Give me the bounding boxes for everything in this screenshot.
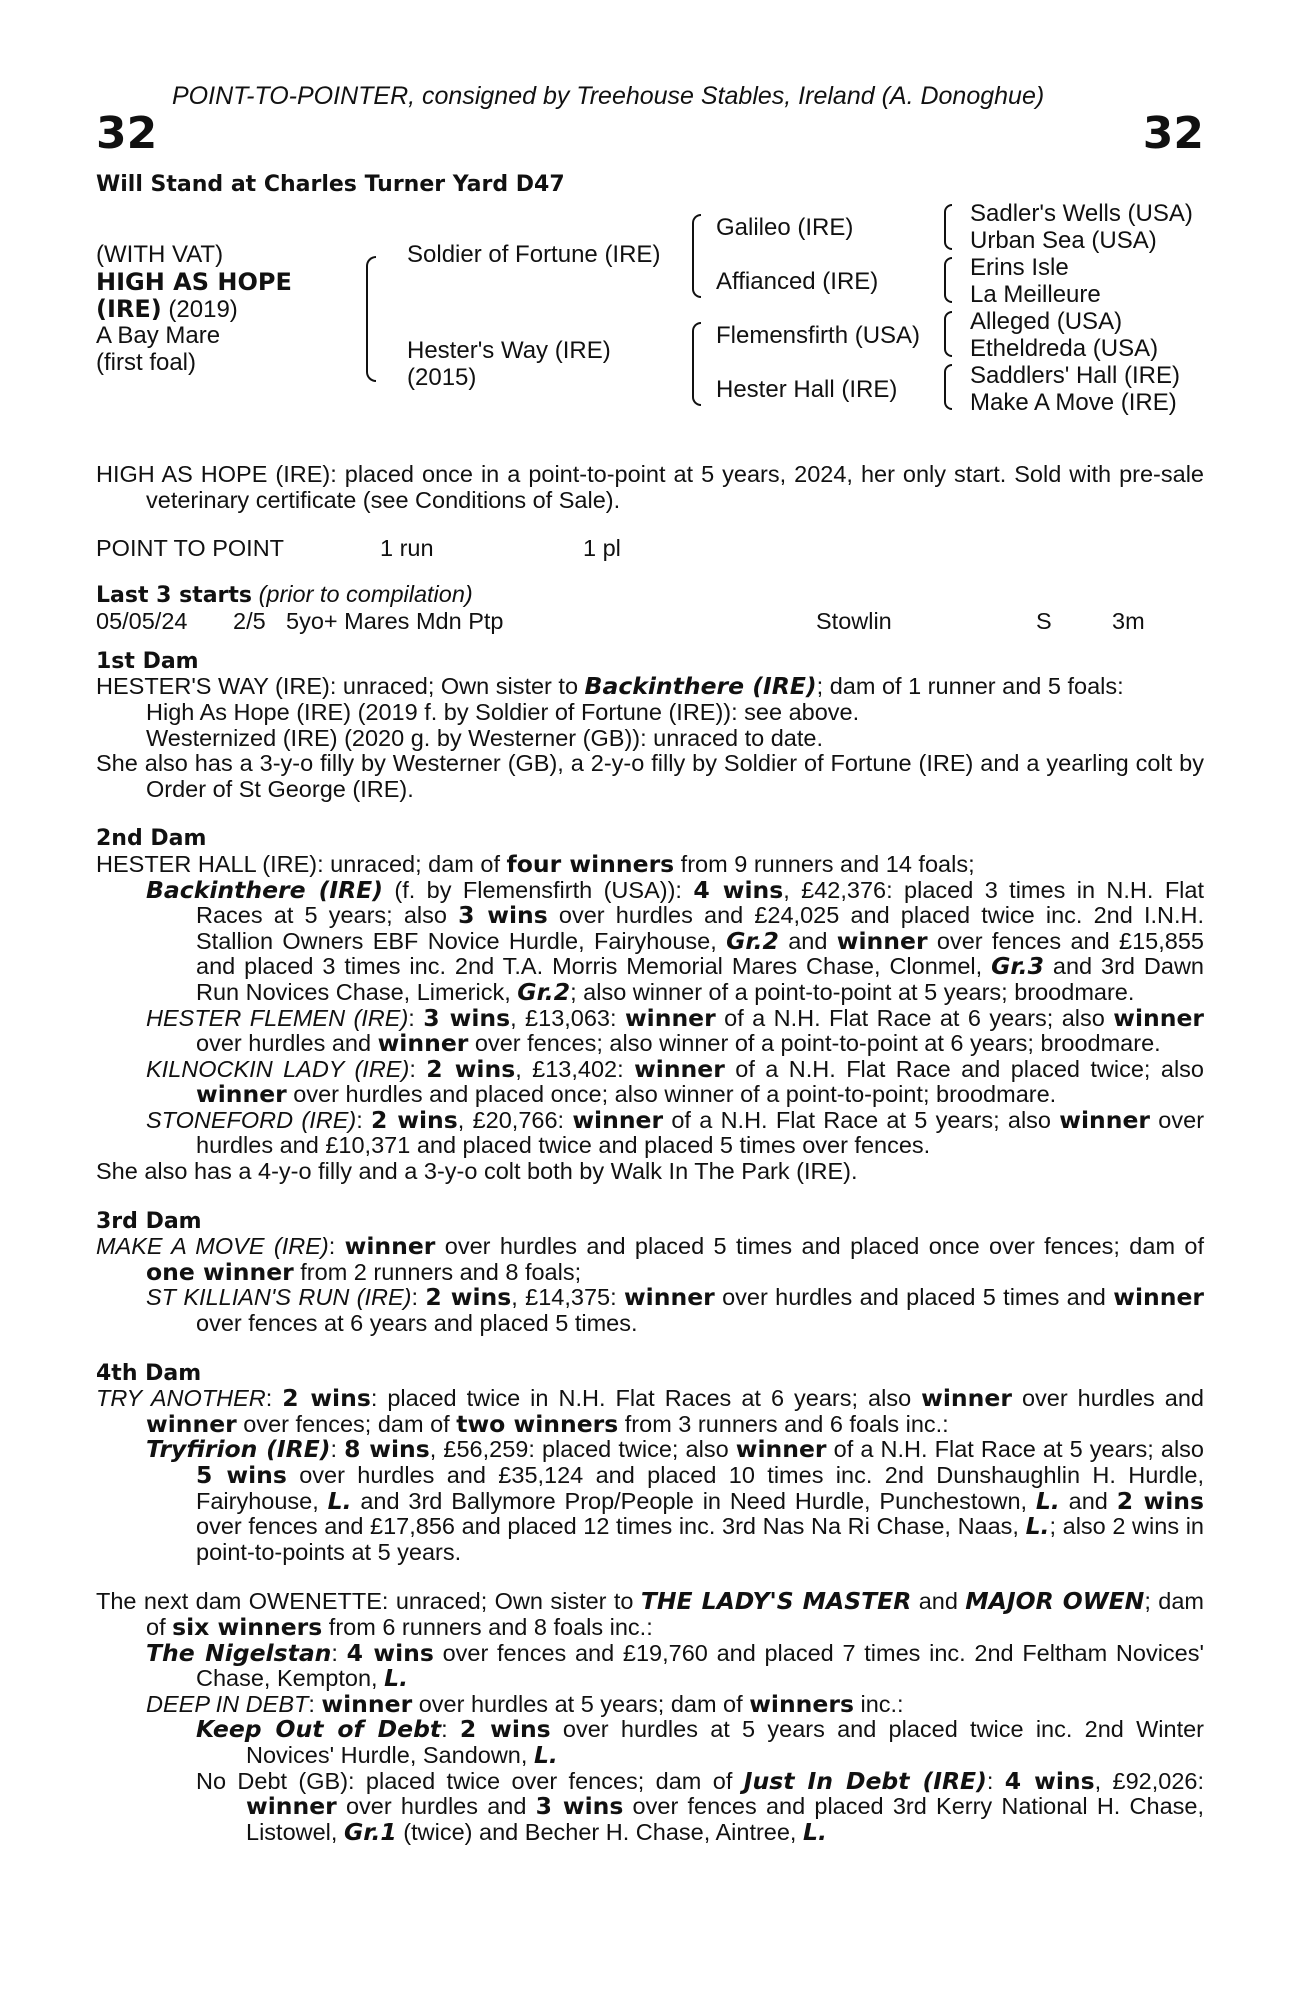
wins: 2 wins [426,1054,516,1083]
last-starts-heading [96,582,1204,609]
horse-note: (first foal) [96,349,197,376]
first-dam-heading: 1st Dam [96,648,199,674]
text: : [328,1233,345,1260]
second-dam-text-a: HESTER HALL (IRE): unraced; dam of [96,850,507,877]
text: inc.: [853,1690,904,1717]
progeny-name: Keep Out of Debt [196,1715,442,1744]
progeny-name: KILNOCKIN LADY (IRE) [146,1055,410,1082]
wins: 4 wins [346,1638,434,1667]
text: over fences; also winner of a point-to-point at 6 years; broodmare. [468,1030,1161,1057]
pedigree-sire: Soldier of Fortune (IRE) [407,241,661,268]
text: No Debt (GB): placed twice over fences; dam of [196,1767,744,1794]
text: over hurdles and [336,1793,536,1820]
affianced-brace [944,257,952,303]
start-race: 5yo+ Mares Mdn Ptp [286,607,504,634]
text: from 6 runners and 8 foals inc.: [322,1613,653,1640]
third-dam-intro [96,1234,1204,1285]
winner: winner [921,1384,1012,1413]
progeny-deep-in-debt [96,1689,1204,1718]
wins: 3 wins [458,901,548,930]
text: and [911,1588,966,1615]
winner: winner [1113,1283,1204,1312]
text: , £56,259: placed twice; also [429,1436,736,1463]
last-starts-note: (prior to compilation) [258,581,473,608]
first-dam-text-b: ; dam of 1 runner and 5 foals: [816,673,1124,700]
race-record [96,536,1204,562]
text: (twice) and Becher H. Chase, Aintree, [396,1818,803,1845]
fourth-dam-intro [96,1386,1204,1437]
wins: 2 wins [1116,1486,1205,1515]
grade: Gr.2 [517,977,571,1006]
catalogue-body [96,462,1204,1845]
text: of a N.H. Flat Race at 5 years; also [663,1106,1060,1133]
text: over fences and placed 3rd Kerry National H. Chase, Listowel, [246,1793,1204,1845]
winner: winner [634,1054,725,1083]
first-dam-foal-2: Westernized (IRE) (2020 g. by Westerner (GB)): unraced to date. [146,724,824,751]
text: over hurdles and [1011,1385,1204,1412]
text: and 3rd Ballymore Prop/People in Need Hurdle, Punchestown, [351,1487,1036,1514]
consignment-line: POINT-TO-POINTER, consigned by Treehouse Stables, Ireland (A. Donoghue) [172,82,1045,110]
pedigree-sire-dam: Affianced (IRE) [716,268,879,295]
text: : [408,1004,424,1031]
grade: Gr.1 [343,1817,397,1846]
listed: L. [1025,1512,1050,1541]
text: : [356,1106,372,1133]
text: over fences and £19,760 and placed 7 times inc. 2nd Feltham Novices' Chase, Kempton, [196,1639,1204,1692]
progeny-name: HESTER FLEMEN (IRE) [146,1004,409,1031]
winner: winner [146,1409,237,1438]
progeny-st-killians-run [96,1285,1204,1336]
pedigree-ssd: Urban Sea (USA) [970,227,1157,254]
text: ; also 2 wins in point-to-points at 5 years. [196,1513,1204,1565]
progeny-stoneford [96,1105,1205,1159]
first-dam-intro [96,674,1204,700]
pedigree-dam: Hester's Way (IRE) [407,337,611,364]
text: from 3 runners and 6 foals inc.: [618,1410,949,1437]
third-dam-heading: 3rd Dam [96,1208,202,1234]
text: over hurdles and placed 5 times and placed once over fences; dam of [435,1233,1204,1260]
progeny-name: Tryfirion (IRE) [146,1435,331,1464]
listed: L. [327,1486,352,1515]
listed: L. [384,1664,409,1693]
text: over hurdles and £24,025 and placed twice inc. 2nd I.N.H. Stallion Owners EBF Novice Hurdle, Fairyhouse, [196,902,1205,954]
pedigree-dss: Alleged (USA) [970,308,1123,335]
listed: L. [1035,1486,1060,1515]
second-dam-text-b: from 9 runners and 14 foals; [674,850,975,877]
last-starts-title: Last 3 starts [96,583,253,609]
pedigree-sdd: La Meilleure [970,281,1101,308]
text: over hurdles at 5 years and placed twice inc. 2nd Winter Novices' Hurdle, Sandown, [246,1716,1205,1768]
horse-suffix-line [96,296,238,323]
text: over hurdles and £35,124 and placed 10 times inc. 2nd Dunshaughlin H. Hurdle, Fairyhouse, [196,1462,1205,1514]
progeny-no-debt [96,1766,1204,1846]
text: : [986,1767,1005,1794]
text: over hurdles at 5 years; dam of [412,1690,750,1717]
text: of a N.H. Flat Race and placed twice; also [724,1055,1204,1082]
start-date: 05/05/24 [96,607,188,634]
winner: winner [624,1003,716,1032]
text: , £20,766: [457,1106,573,1133]
first-dam-foal-1: High As Hope (IRE) (2019 f. by Soldier of Fortune (IRE)): see above. [146,698,860,725]
winner: winner [836,926,928,955]
progeny-name: ST KILLIAN'S RUN (IRE) [146,1284,412,1311]
horse-description: A Bay Mare [96,322,221,349]
first-dam-sibling: Backinthere (IRE) [584,672,817,701]
text: over fences and £17,856 and placed 12 times inc. 3rd Nas Na Ri Chase, Naas, [196,1513,1026,1540]
sibling-name: MAJOR OWEN [965,1587,1145,1616]
text: over hurdles and placed once; also winner of a point-to-point; broodmare. [286,1081,1057,1108]
wins: 5 wins [196,1461,287,1489]
text: (f. by Flemensfirth (USA)): [382,876,694,903]
record-label: POINT TO POINT [96,535,285,562]
horse-country: (IRE) [96,295,162,323]
summary-paragraph: HIGH AS HOPE (IRE): placed once in a point-to-point at 5 years, 2024, her only start. Sold with pre-sale veterinary certificate (see Conditions of Sale). [96,461,1204,513]
text: , £14,375: [511,1284,624,1311]
second-dam-also: She also has a 4-y-o filly and a 3-y-o colt both by Walk In The Park (IRE). [96,1158,858,1185]
wins: 4 wins [1004,1766,1095,1795]
second-dam-intro [96,849,1204,878]
grade: Gr.2 [726,926,779,955]
winners-count: one winner [146,1257,294,1286]
text: , £13,402: [515,1055,635,1082]
text: and [778,927,837,954]
wins: 3 wins [535,1792,624,1821]
listed: L. [533,1740,558,1769]
text: over hurdles and [196,1030,378,1057]
progeny-backinthere [96,875,1205,1006]
text: over fences; dam of [236,1410,457,1437]
hester-hall-brace [944,364,952,410]
vat-note: (WITH VAT) [96,241,224,268]
text: , £92,026: [1094,1767,1204,1794]
start-going: S [1036,607,1052,634]
text: : [331,1639,347,1666]
text: : [308,1690,322,1717]
text: and 3rd Dawn Run Novices Chase, Limerick, [196,953,1205,1005]
pedigree-sds: Erins Isle [970,254,1069,281]
sire-dam-brace [366,256,376,382]
progeny-name: The Nigelstan [146,1638,332,1667]
listed: L. [803,1817,827,1846]
start-distance: 3m [1112,607,1145,634]
progeny-the-nigelstan [96,1638,1204,1693]
first-dam-text-a: HESTER'S WAY (IRE): unraced; Own sister to [96,673,585,700]
dam-line-brace [692,322,701,406]
text: : [330,1436,345,1463]
wins: 3 wins [423,1003,511,1032]
text: from 2 runners and 8 foals; [293,1258,582,1285]
winner: winner [344,1232,436,1261]
start-course: Stowlin [816,607,892,634]
start-position: 2/5 [233,607,266,634]
galileo-brace [944,204,952,250]
horse-name: HIGH AS HOPE [96,268,292,296]
pedigree-dsd: Etheldreda (USA) [970,335,1159,362]
text: ; also winner of a point-to-point at 5 years; broodmare. [570,978,1135,1005]
horse-year: (2019) [168,296,238,323]
text: , £42,376: placed 3 times in N.H. Flat Races at 5 years; also [196,876,1205,929]
text: of a N.H. Flat Race at 6 years; also [715,1004,1114,1031]
wins: 4 wins [693,875,784,904]
text: : [265,1385,283,1412]
wins: 2 wins [371,1105,458,1134]
record-places: 1 pl [583,535,621,562]
pedigree-dam-sire: Flemensfirth (USA) [716,322,921,349]
progeny-name: Backinthere (IRE) [146,875,383,904]
text: The next dam OWENETTE: unraced; Own sister to [96,1588,641,1615]
text: of a N.H. Flat Race at 5 years; also [826,1436,1204,1463]
text: : placed twice in N.H. Flat Races at 6 years; also [370,1385,922,1412]
winners-count: six winners [172,1612,323,1641]
progeny-keep-out-of-debt [96,1717,1204,1768]
wins: 2 wins [425,1283,512,1312]
stand-location: Will Stand at Charles Turner Yard D47 [96,172,565,197]
pedigree-dds: Saddlers' Hall (IRE) [970,362,1180,389]
text: : [441,1716,460,1743]
winners: winners [749,1689,854,1718]
text: over hurdles and placed 5 times and [714,1284,1114,1311]
progeny-kilnockin-lady [96,1054,1204,1109]
winner: winner [196,1080,287,1109]
pedigree-ddd: Make A Move (IRE) [970,389,1177,416]
wins: 2 wins [459,1715,551,1744]
sibling-name: THE LADY'S MASTER [640,1587,912,1616]
next-dam-intro [96,1589,1204,1640]
text: : [411,1284,426,1311]
wins: 8 wins [344,1435,430,1464]
start-row [96,609,1204,635]
text: ; dam of [146,1588,1204,1640]
pedigree-sss: Sadler's Wells (USA) [970,200,1193,227]
progeny-tryfirion [96,1437,1204,1565]
sire-line-brace [692,214,701,298]
grade: Gr.3 [991,952,1044,981]
text: : [409,1055,427,1082]
dam-name: TRY ANOTHER [96,1385,266,1412]
dam-name: MAKE A MOVE (IRE) [96,1233,329,1260]
winner: winner [377,1029,469,1058]
lot-number-left: 32 [96,108,158,159]
second-dam-winners: four winners [506,849,675,878]
progeny-name: STONEFORD (IRE) [146,1106,357,1133]
text: and [1059,1487,1117,1514]
winner: winner [623,1283,715,1312]
text: over fences and £15,855 and placed 3 times inc. 2nd T.A. Morris Memorial Mares Chase, Clonmel, [196,927,1204,980]
winner: winner [321,1689,413,1718]
progeny-name: DEEP IN DEBT [146,1690,309,1717]
record-runs: 1 run [380,535,434,562]
winner: winner [1113,1003,1205,1032]
lot-number-right: 32 [1142,108,1204,159]
text: over hurdles and £10,371 and placed twice and placed 5 times over fences. [196,1106,1205,1159]
wins: 2 wins [282,1384,371,1413]
text: , £13,063: [510,1004,625,1031]
pedigree-sire-sire: Galileo (IRE) [716,214,854,241]
progeny-name: Just In Debt (IRE) [743,1766,987,1795]
winner: winner [246,1792,337,1821]
second-dam-heading: 2nd Dam [96,826,207,852]
flemensfirth-brace [944,311,952,357]
text: over fences at 6 years and placed 5 times. [196,1310,638,1337]
pedigree-dam-year: (2015) [407,364,477,391]
winners-count: two winners [456,1409,619,1438]
fourth-dam-heading: 4th Dam [96,1360,202,1386]
winner: winner [1059,1105,1151,1134]
first-dam-also: She also has a 3-y-o filly by Westerner (GB), a 2-y-o filly by Soldier of Fortune (IRE) and a yearling colt by Order of St George (IRE). [96,750,1204,802]
progeny-hester-flemen [96,1003,1205,1058]
pedigree-dam-dam: Hester Hall (IRE) [716,376,898,403]
winner: winner [735,1435,827,1464]
winner: winner [572,1105,664,1134]
